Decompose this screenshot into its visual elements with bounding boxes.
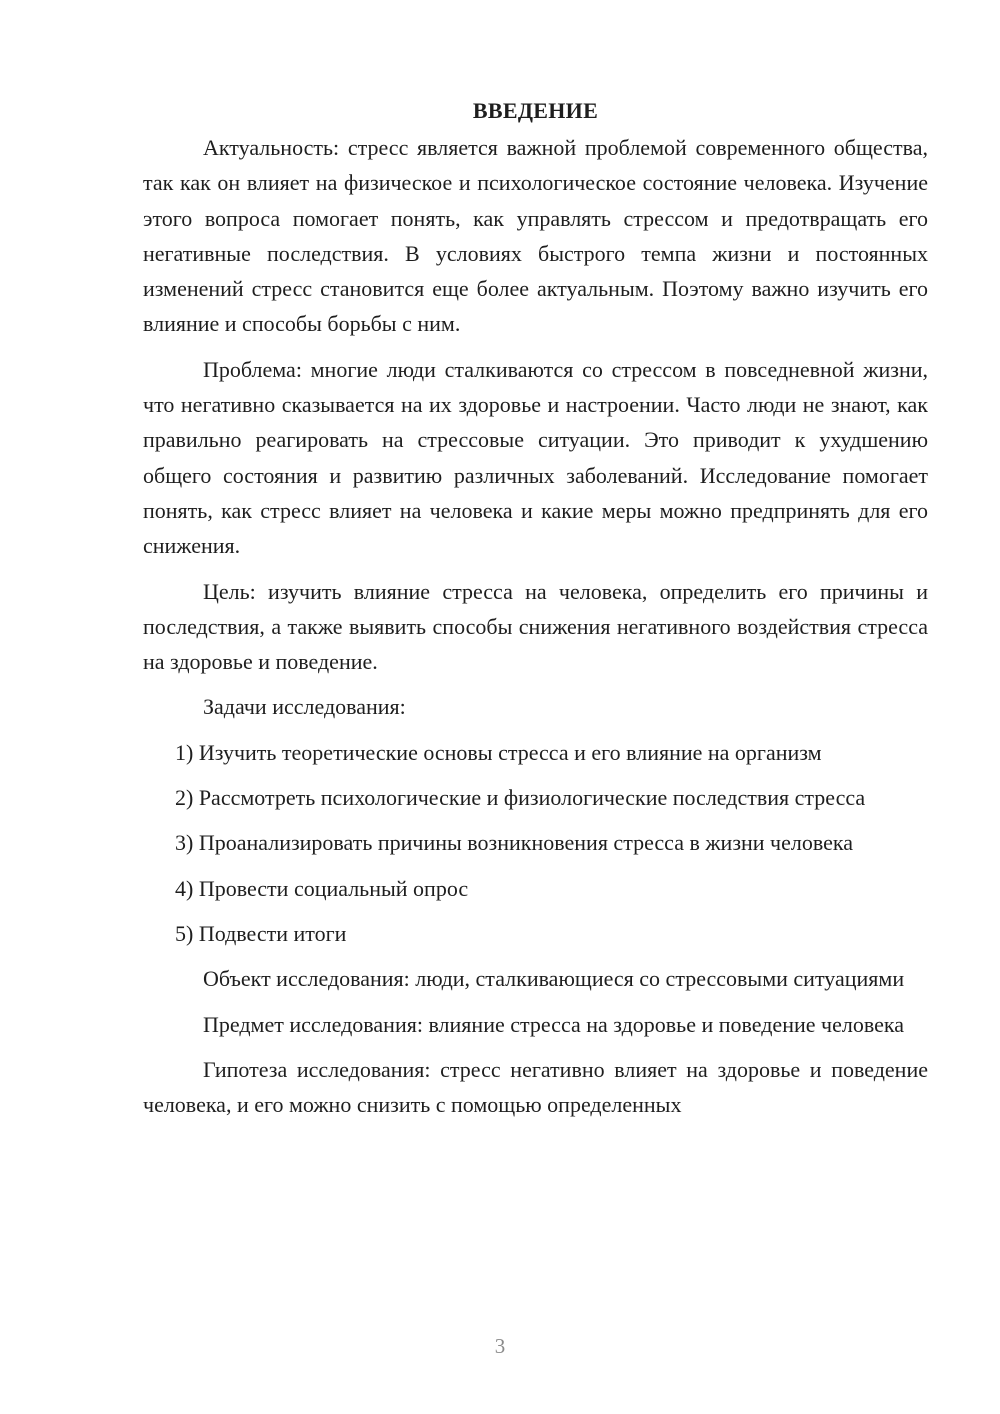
list-item: 4) Провести социальный опрос	[175, 875, 469, 901]
paragraph-goal: Цель: изучить влияние стресса на человека, определить его причины и последствия, а также выявить способы снижения негативного воздействия стресса на здоровье и поведение.	[143, 578, 928, 675]
list-item: 1) Изучить теоретические основы стресса и его влияние на организм	[175, 739, 822, 765]
document-page	[143, 93, 928, 1122]
list-item: 3) Проанализировать причины возникновения стресса в жизни человека	[175, 830, 854, 856]
list-item: 2) Рассмотреть психологические и физиологические последствия стресса	[175, 785, 866, 811]
page-title: ВВЕДЕНИЕ	[472, 98, 599, 123]
paragraph-hypothesis: Гипотеза исследования: стресс негативно влияет на здоровье и поведение человека, и его можно снизить с помощью определенных	[143, 1056, 928, 1118]
list-item: 5) Подвести итоги	[175, 920, 347, 946]
paragraph-relevance: Актуальность: стресс является важной проблемой современного общества, так как он влияет на физическое и психологическое состояние человека. Изучение этого вопроса помогает понять, как управлять стрессом и предотвращать его негативные последствия. В условиях быстрого темпа жизни и постоянных изменений стресс становится еще более актуальным. Поэтому важно изучить его влияние и способы борьбы с ним.	[143, 135, 928, 337]
tasks-heading: Задачи исследования:	[203, 694, 406, 720]
paragraph-problem: Проблема: многие люди сталкиваются со стрессом в повседневной жизни, что негативно сказывается на их здоровье и настроении. Часто люди не знают, как правильно реагировать на стрессовые ситуации. Это приводит к ухудшению общего состояния и развитию различных заболеваний. Исследование помогает понять, как стресс влияет на человека и какие меры можно предпринять для его снижения.	[143, 356, 928, 559]
paragraph-subject: Предмет исследования: влияние стресса на здоровье и поведение человека	[203, 1011, 904, 1037]
paragraph-object: Объект исследования: люди, сталкивающиеся со стрессовыми ситуациями	[203, 966, 905, 992]
page-number: 3	[494, 1334, 506, 1358]
